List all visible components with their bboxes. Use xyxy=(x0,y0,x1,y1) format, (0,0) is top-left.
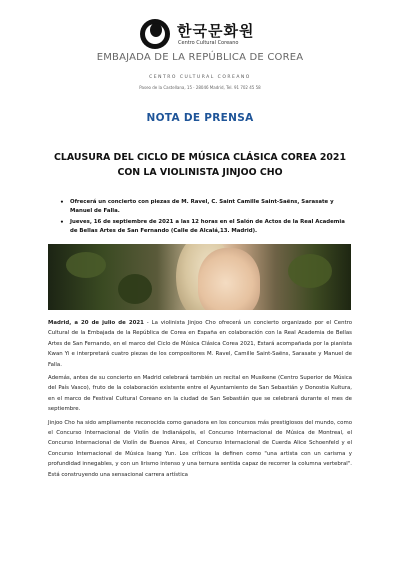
bullet-item: • Ofrecerá un concierto con piezas de M. Ravel, C. Saint Camille Saint-Saëns, Sarasate y Manuel de Falla. xyxy=(60,198,350,216)
paragraph-1 xyxy=(48,318,352,370)
logo-subtitle: Centro Cultural Coreano xyxy=(178,40,239,46)
center-address: Paseo de la Castellana, 15 · 28046 Madrid, Tel. 91 702 45 58 xyxy=(139,85,261,90)
headline: CLAUSURA DEL CICLO DE MÚSICA CLÁSICA COREA 2021 CON LA VIOLINISTA JINJOO CHO xyxy=(54,152,346,178)
press-release-label: NOTA DE PRENSA xyxy=(146,112,254,124)
violinist-photo xyxy=(48,244,351,310)
article-body xyxy=(48,318,352,483)
paragraph-1-text: - La violinista Jinjoo Cho ofrecerá un concierto organizado por el Centro Cultural de la Embajada de la República de Corea en España en colaboración con la Real Academia de Bellas Artes de San Fernando, en el marco del Ciclo de Música Clásica Corea 2021, Estará acompañada por la pianista Kwan Yi e interpretará cuatro piezas de los compositores M. Ravel, Camille Saint-Saëns, Sarasate y Manuel de Falla. xyxy=(48,320,352,368)
center-name: CENTRO CULTURAL COREANO xyxy=(149,75,251,80)
logo-korean-text: 한국문화원 xyxy=(177,22,255,40)
bullet-item: • Jueves, 16 de septiembre de 2021 a las 12 horas en el Salón de Actos de la Real Academia de Bellas Artes de San Fernando (Calle de Alcalá,13. Madrid). xyxy=(60,218,350,236)
centro-cultural-coreano-logo xyxy=(140,19,264,49)
embassy-name: EMBAJADA DE LA REPÚBLICA DE COREA xyxy=(96,52,304,63)
dateline: Madrid, a 20 de julio de 2021 xyxy=(48,320,144,326)
paragraph-2: Además, antes de su concierto en Madrid celebrará también un recital en Musikene (Centro Superior de Música del País Vasco), fruto de la colaboración existente entre el Ayuntamiento de San Sebastián y Donostia Kultura, en el marco de Festival Cultural Coreano en la ciudad de San Sebastián que se celebrará durante el mes de septiembre. xyxy=(48,375,352,413)
taegeuk-logo-icon xyxy=(140,19,170,49)
key-points-list xyxy=(60,198,350,238)
paragraph-3: Jinjoo Cho ha sido ampliamente reconocida como ganadora en los concursos más prestigiosos del mundo, como el Concurso Internacional de Violín de Indianápolis, el Concurso Internacional de Música de Montreal, el Concurso Internacional de Violín de Buenos Aires, el Concurso Internacional de Cuerda Alice Schoenfeld y el Concurso Internacional de Música Isang Yun. Los críticos la definen como "una artista con un carisma y profundidad innegables, y con un lirismo intenso y una ternura sentida capaz de recorrer la columna vertebral". Está construyendo una sensacional carrera artística xyxy=(48,419,352,478)
